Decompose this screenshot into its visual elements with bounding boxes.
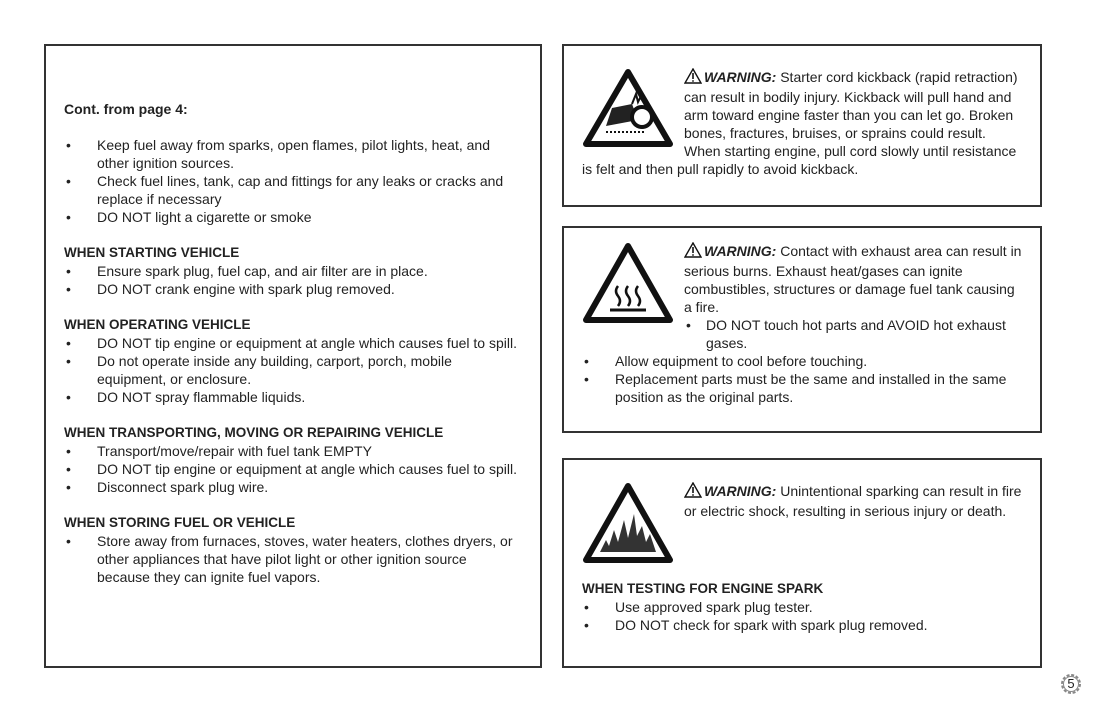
list-item: • DO NOT spray flammable liquids. [64, 388, 520, 406]
list-item: • Ensure spark plug, fuel cap, and air filter are in place. [64, 262, 520, 280]
page-number-badge [1059, 672, 1083, 696]
section-heading: WHEN TESTING FOR ENGINE SPARK [582, 581, 824, 596]
safety-continued-panel [44, 44, 542, 668]
hot-surface-icon [582, 242, 674, 324]
section-heading: WHEN OPERATING VEHICLE [64, 317, 251, 332]
warning-triangle-icon [684, 68, 702, 88]
list-item: • Replacement parts must be the same and installed in the same position as the original parts. [582, 370, 1022, 406]
page-number: 5 [1067, 676, 1075, 691]
list-item: • Allow equipment to cool before touching. [582, 352, 1022, 370]
list-item: • DO NOT check for spark with spark plug removed. [582, 616, 1022, 634]
list-item: • Check fuel lines, tank, cap and fittings for any leaks or cracks and replace if necessary [64, 172, 520, 208]
section-heading: WHEN STARTING VEHICLE [64, 245, 240, 260]
list-item: • Disconnect spark plug wire. [64, 478, 520, 496]
section-heading: WHEN TRANSPORTING, MOVING OR REPAIRING VEHICLE [64, 425, 444, 440]
section-heading: WHEN STORING FUEL OR VEHICLE [64, 515, 296, 530]
warning-text: Unintentional sparking can result in fire or electric shock, resulting in serious injury or death. [684, 483, 1022, 519]
list-item: • Keep fuel away from sparks, open flames, pilot lights, heat, and other ignition sources. [64, 136, 520, 172]
list-item: • Store away from furnaces, stoves, water heaters, clothes dryers, or other appliances that have pilot light or other ignition source because they can ignite fuel vapors. [64, 532, 520, 586]
list-item: • Do not operate inside any building, carport, porch, mobile equipment, or enclosure. [64, 352, 520, 388]
list-item: • DO NOT tip engine or equipment at angle which causes fuel to spill. [64, 334, 520, 352]
warning-box-exhaust [562, 226, 1042, 433]
list-item: • DO NOT tip engine or equipment at angle which causes fuel to spill. [64, 460, 520, 478]
warning-label: WARNING: [704, 483, 777, 499]
warning-triangle-icon [684, 482, 702, 502]
warning-text: Starter cord kickback (rapid retraction) can result in bodily injury. Kickback will pull hand and arm toward engine faster than you can let go. Broken bones, fractures, bruises, or sprains could result. When starting engine, pull cord slowly until resistance is felt and then pull rapidly to avoid kickback. [582, 69, 1018, 177]
continuation-note: Cont. from page 4: [64, 101, 188, 117]
list-item: • DO NOT touch hot parts and AVOID hot exhaust gases. [684, 316, 1022, 352]
list-item: • DO NOT crank engine with spark plug removed. [64, 280, 520, 298]
warning-label: WARNING: [704, 243, 777, 259]
list-item: • DO NOT light a cigarette or smoke [64, 208, 520, 226]
warning-label: WARNING: [704, 69, 777, 85]
list-item: • Transport/move/repair with fuel tank EMPTY [64, 442, 520, 460]
fuel-safety-list [64, 136, 520, 226]
warning-text: Contact with exhaust area can result in serious burns. Exhaust heat/gases can ignite combustibles, structures or damage fuel tank causing a fire. [684, 243, 1022, 315]
warning-box-kickback [562, 44, 1042, 207]
entanglement-hazard-icon [582, 68, 674, 148]
fire-hazard-icon [582, 482, 674, 564]
list-item: • Use approved spark plug tester. [582, 598, 1022, 616]
warning-box-sparking [562, 458, 1042, 668]
warning-triangle-icon [684, 242, 702, 262]
